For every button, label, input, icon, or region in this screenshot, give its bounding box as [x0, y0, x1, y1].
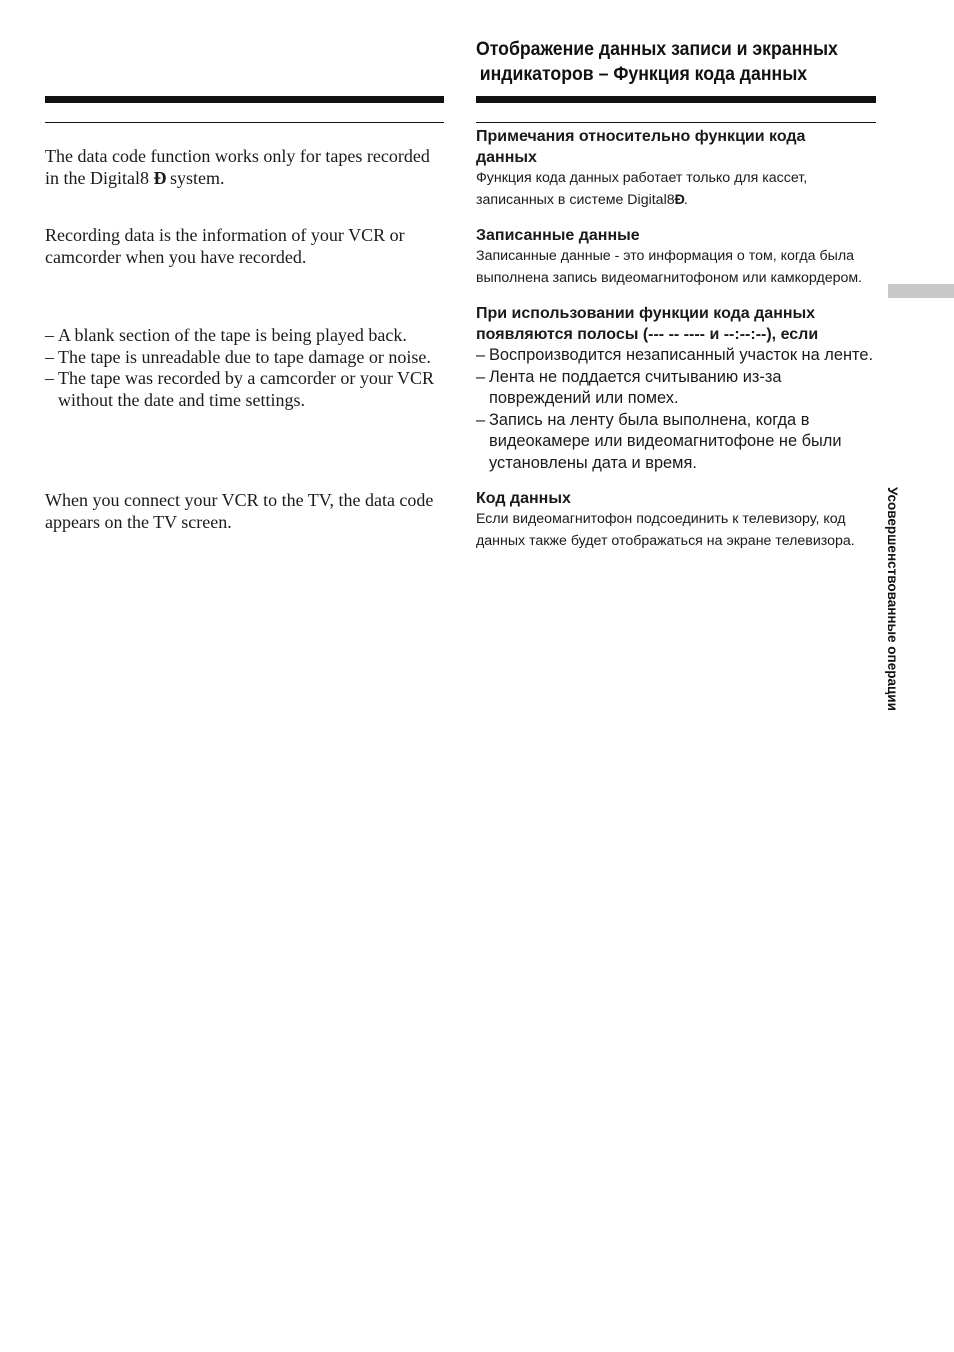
list-item	[45, 368, 447, 411]
dash-bullet: –	[45, 368, 54, 389]
english-bars-list	[45, 325, 447, 411]
title-line-1: Отображение данных записи и экранных	[476, 39, 838, 60]
dash-bullet: –	[476, 346, 486, 364]
section-tab-marker	[888, 284, 954, 298]
dash-bullet: –	[476, 410, 486, 429]
digital8-logo-icon: Ð	[153, 167, 166, 188]
recording-data-text: Записанные данные - это информация о том, когда была выполнена запись видеомагнитофоном или камкордером.	[476, 248, 863, 286]
notes-text: Функция кода данных работает только для кассет, записанных в системе Digital8Ð.	[476, 170, 808, 208]
list-item	[45, 347, 447, 369]
dash-bullet: –	[476, 367, 486, 386]
digital8-logo-icon: Ð	[674, 191, 684, 208]
russian-column	[476, 126, 876, 552]
data-code-text: Если видеомагнитофон подсоединить к телевизору, код данных также будет отображаться на экране телевизора.	[476, 511, 855, 549]
bars-heading-line-2: появляются полосы (--- -- ---- и --:--:--), если	[476, 326, 819, 343]
list-item	[476, 345, 876, 367]
english-notes-text: The data code function works only for tapes recorded in the Digital8	[45, 146, 430, 188]
list-item-text: The tape was recorded by a camcorder or your VCR without the date and time settings.	[58, 368, 435, 410]
bars-heading-line-1: При использовании функции кода данных	[476, 305, 816, 322]
english-recording-data-paragraph	[45, 225, 447, 268]
section-side-label: Усовершенствованные операции	[885, 487, 900, 711]
list-item	[476, 367, 876, 410]
russian-page-title	[476, 37, 838, 87]
list-item-text: A blank section of the tape is being played back.	[58, 325, 407, 345]
english-recording-data-text: Recording data is the information of your VCR or camcorder when you have recorded.	[45, 225, 405, 267]
list-item	[476, 410, 876, 475]
list-item-text: The tape is unreadable due to tape damage or noise.	[58, 346, 431, 367]
notes-heading-line-1: Примечания относительно функции кода	[476, 128, 806, 145]
list-item	[45, 325, 447, 347]
heading-rule-thin-left	[45, 122, 444, 123]
notes-text-body: Функция кода данных работает только для кассет, записанных в системе Digital8	[476, 170, 808, 208]
dash-bullet: –	[45, 325, 54, 345]
list-item-text: Воспроизводится незаписанный участок на ленте.	[489, 346, 873, 364]
recording-data-heading: Записанные данные	[476, 227, 640, 244]
list-item-text: Запись на ленту была выполнена, когда в видеокамере или видеомагнитофоне не были установлены дата и время.	[489, 410, 842, 472]
english-data-code-paragraph	[45, 490, 447, 533]
english-data-code-text: When you connect your VCR to the TV, the data code appears on the TV screen.	[45, 490, 434, 532]
english-notes-paragraph	[45, 146, 447, 189]
notes-heading-line-2: данных	[476, 149, 537, 166]
heading-rule-thick-right	[476, 96, 876, 103]
data-code-heading: Код данных	[476, 490, 571, 507]
heading-rule-thin-right	[476, 122, 876, 123]
title-line-2: индикаторов – Функция кода данных	[479, 64, 808, 85]
heading-rule-thick-left	[45, 96, 444, 103]
dash-bullet: –	[45, 346, 54, 367]
english-notes-text-end: system.	[169, 167, 225, 188]
list-item-text: Лента не поддается считыванию из-за повреждений или помех.	[489, 367, 782, 407]
